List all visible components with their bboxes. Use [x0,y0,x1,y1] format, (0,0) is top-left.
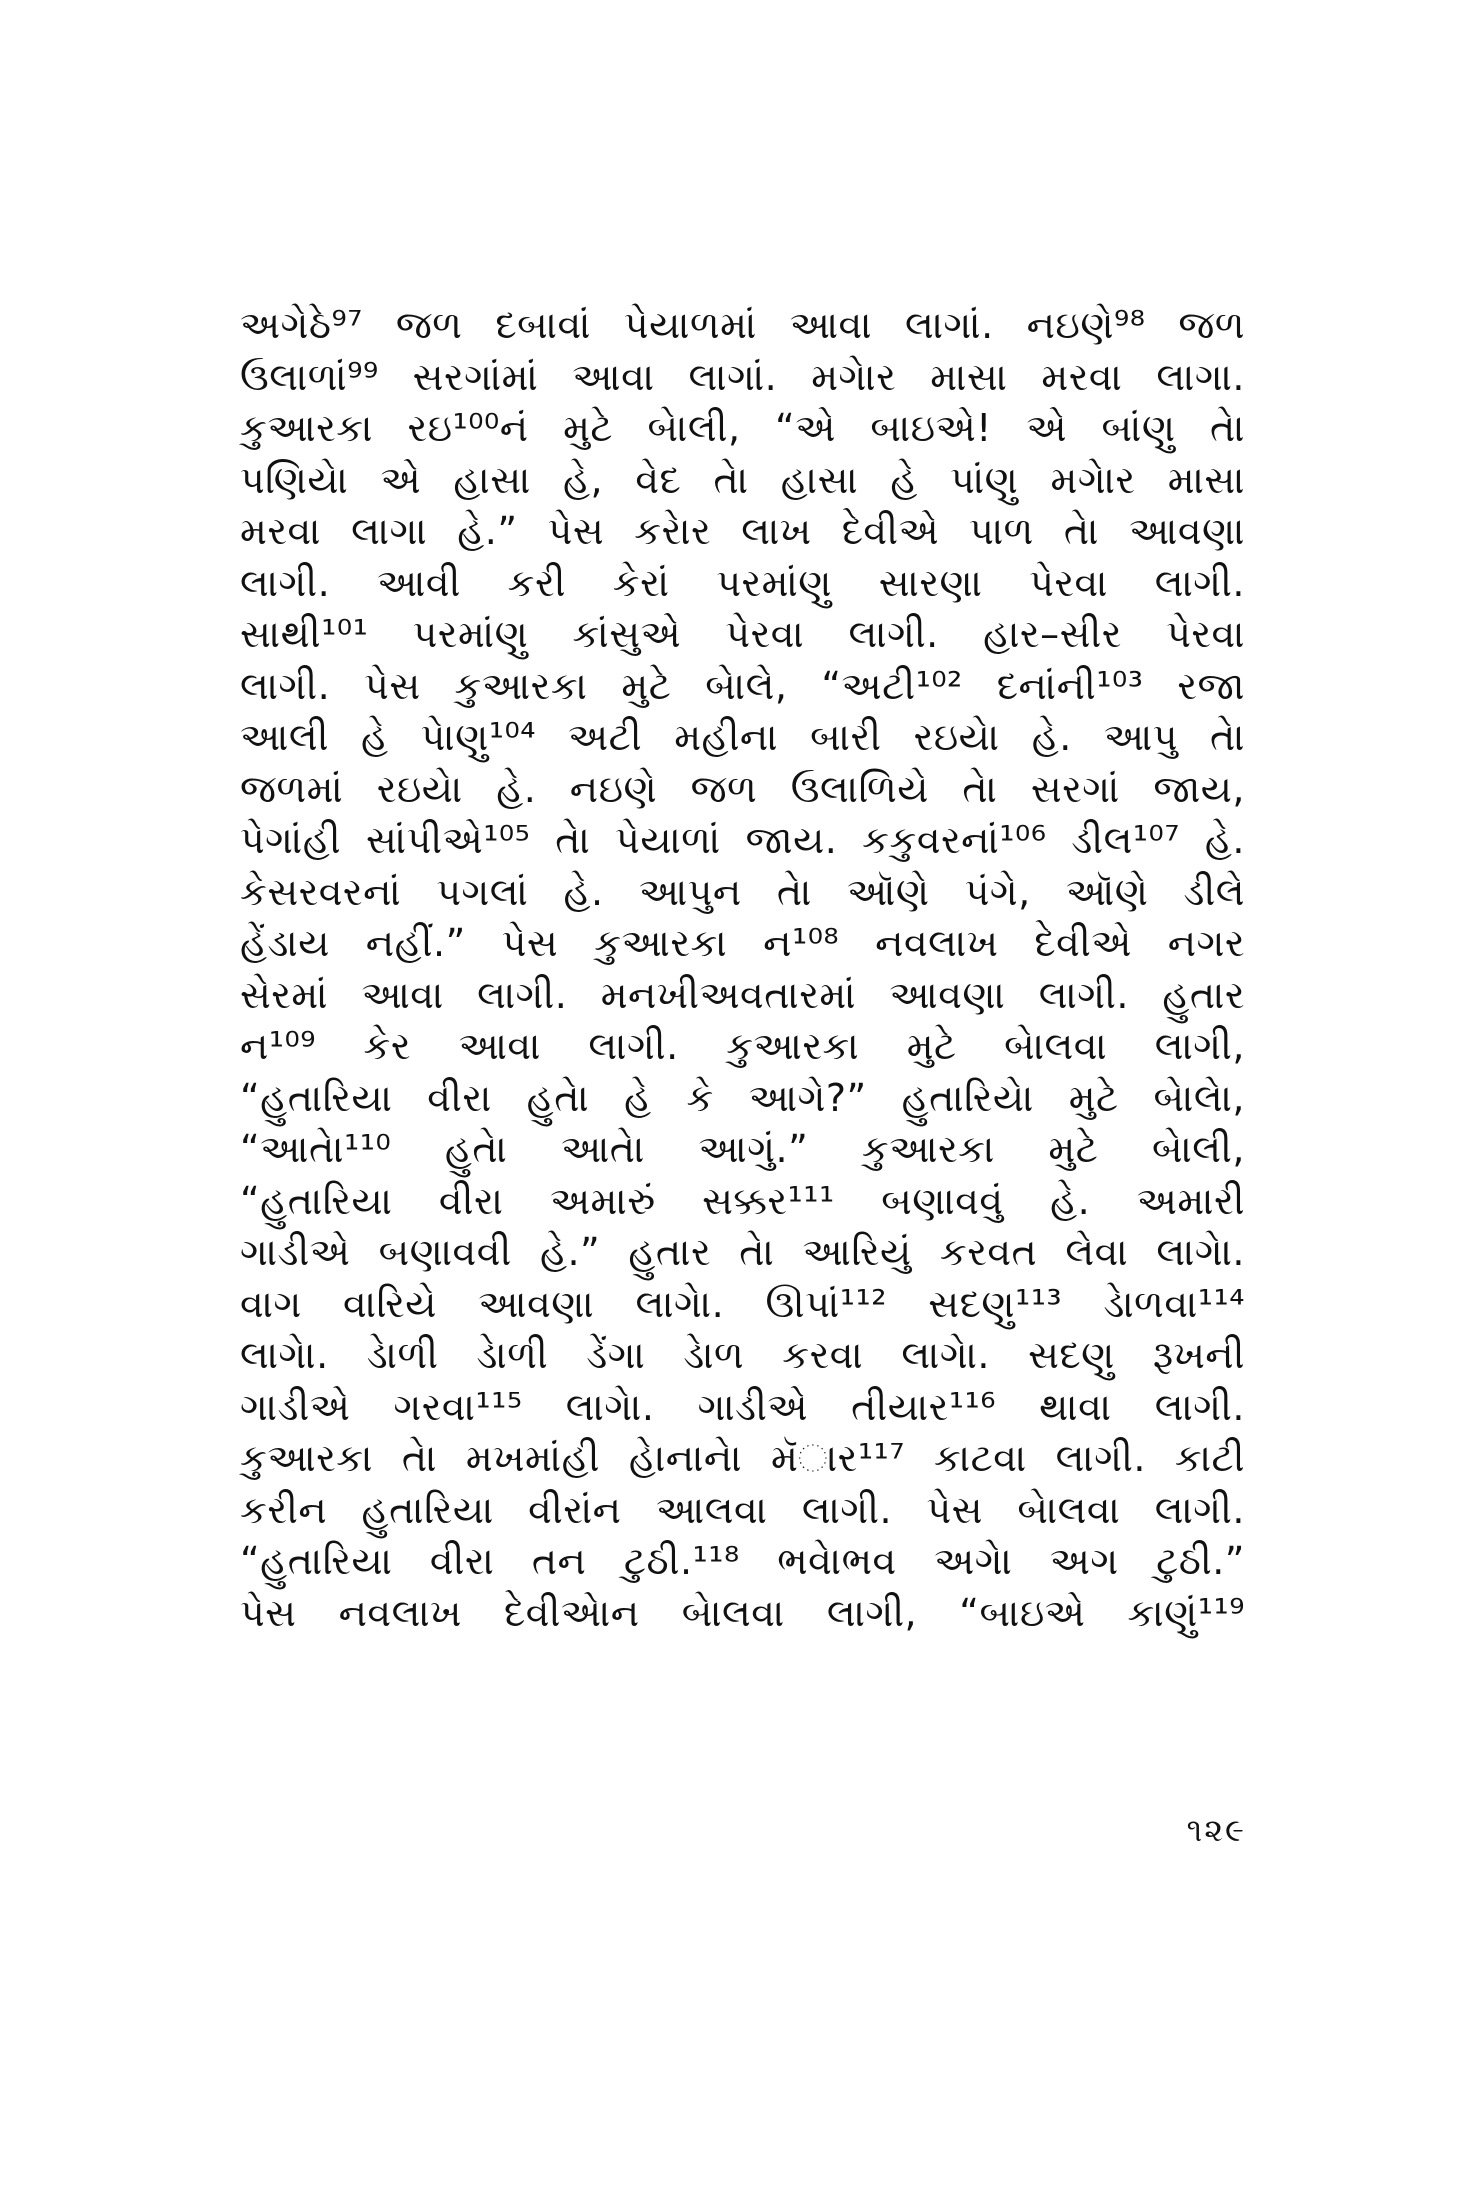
body-text [240,300,1245,1639]
text-line: લાગેા. ડેાળી ડેાળી ડેંગા ડેાળ કરવા લાગેા. સદણુ રૂખની [240,1333,1245,1377]
text-line: કરીન હુતારિયા વીરાંન આલવા લાગી. પેસ બેાલવા લાગી. [240,1487,1245,1532]
text-line: સેરમાં આવા લાગી. મનખીઅવતારમાં આવણા લાગી. હુતાર [240,972,1245,1017]
text-line: કુઆરકા રઇ¹⁰⁰નં મુટે બેાલી, “એ બાઇએ! એ બાંણુ તેા [240,406,1245,450]
text-line: અગેઠે⁹⁷ જળ દબાવાં પેયાળમાં આવા લાગાં. નઇણે⁹⁸ જળ [240,303,1245,347]
text-line: ગાડીએ બણાવવી હે.” હુતાર તેા આરિયું કરવત લેવા લાગેા. [240,1230,1245,1274]
text-line: ઉલાળાં⁹⁹ સરગાંમાં આવા લાગાં. મગેાર માસા મરવા લાગા. [240,354,1245,399]
text-line: હેંડાય નહીં.” પેસ કુઆરકા ન¹⁰⁸ નવલાખ દેવીએ નગર [240,921,1245,965]
text-line: “હુતારિયા વીરા તન ટુઠી.¹¹⁸ ભવેાભવ અગેા અગ ટુઠી.” [240,1539,1245,1583]
text-line: કેસરવરનાં પગલાં હે. આપુન તેા ઑણે પંગે, ઑણે ડીલે [240,869,1245,914]
text-line: “હુતારિયા વીરા હુતેા હે કે આગે?” હુતારિયેા મુટે બેાલેા, [240,1075,1245,1120]
text-line: લાગી. આવી કરી કેરાં પરમાંણુ સારણા પેરવા લાગી. [240,560,1245,605]
text-line: ન¹⁰⁹ કેર આવા લાગી. કુઆરકા મુટે બેાલવા લાગી, [240,1024,1245,1068]
text-line: “આતેા¹¹⁰ હુતેા આતેા આગું.” કુઆરકા મુટે બેાલી, [240,1127,1245,1171]
text-line: ગાડીએ ગરવા¹¹⁵ લાગેા. ગાડીએ તીયાર¹¹⁶ થાવા લાગી. [240,1384,1245,1429]
page-number: ૧૨૯ [1186,1811,1246,1849]
text-line: આલી હે પેાણુ¹⁰⁴ અટી મહીના બારી રઇયેા હે. આપુ તેા [240,715,1245,759]
text-line: સાથી¹⁰¹ પરમાંણુ કાંસુએ પેરવા લાગી. હાર–સીર પેરવા [240,612,1245,656]
text-line: લાગી. પેસ કુઆરકા મુટે બેાલે, “અટી¹⁰² દનાંની¹⁰³ રજા [240,663,1245,708]
text-line: પેસ નવલાખ દેવીએાન બેાલવા લાગી, “બાઇએ કાણું¹¹⁹ [240,1590,1245,1635]
text-line: પેગાંહી સાંપીએ¹⁰⁵ તેા પેયાળાં જાય. કકુવરનાં¹⁰⁶ ડીલ¹⁰⁷ હે. [240,818,1245,862]
text-line: “હુતારિયા વીરા અમારું સક્કર¹¹¹ બણાવવું હે. અમારી [240,1178,1245,1223]
text-line: પણિયેા એ હાસા હે, વેદ તેા હાસા હે પાંણુ મગેાર માસા [240,457,1245,502]
text-line: જળમાં રઇયેા હે. નઇણે જળ ઉલાળિયે તેા સરગાં જાય, [240,766,1245,811]
text-line: કુઆરકા તેા મખમાંહી હેાનાનેા મૅાર¹¹⁷ કાટવા લાગી. કાટી [240,1436,1245,1480]
text-line: મરવા લાગા હે.” પેસ કરેાર લાખ દેવીએ પાળ તેા આવણા [240,509,1245,553]
text-line: વાગ વારિયે આવણા લાગેા. ઊપાં¹¹² સદણુ¹¹³ ડેાળવા¹¹⁴ [240,1281,1245,1326]
